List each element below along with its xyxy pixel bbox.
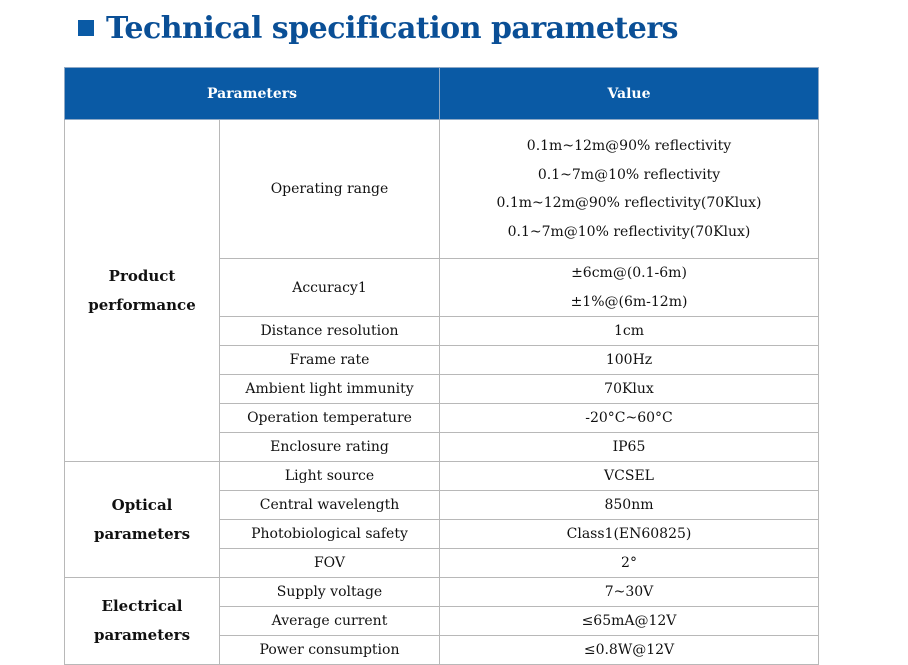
param-cell: Distance resolution [220,317,440,346]
param-cell: Power consumption [220,636,440,665]
param-cell: Operation temperature [220,404,440,433]
table-row [65,578,819,607]
value-line: 0.1~7m@10% reflectivity(70Klux) [507,223,751,240]
value-cell: 100Hz [440,346,819,375]
category-label: parameters [93,626,191,644]
category-label: Optical parameters [93,495,191,543]
value-line: 0.1~7m@10% reflectivity [537,166,721,183]
value-cell [440,120,819,259]
param-cell: FOV [220,549,440,578]
table-header-row [65,68,819,120]
value-cell: 70Klux [440,375,819,404]
value-cell: 1cm [440,317,819,346]
param-cell: Average current [220,607,440,636]
value-line: 0.1m~12m@90% reflectivity [526,138,732,154]
param-cell: Supply voltage [220,578,440,607]
value-line: ±1%@(6m-12m) [570,293,688,310]
value-cell: Class1(EN60825) [440,520,819,549]
param-cell: Operating range [220,120,440,259]
category-label: Product [108,266,176,285]
page-title-text: Technical specification parameters [106,10,679,46]
spec-table [64,67,819,665]
value-cell: -20°C~60°C [440,404,819,433]
table-row [65,120,819,259]
category-cell [65,462,220,578]
category-cell [65,120,220,462]
param-cell: Ambient light immunity [220,375,440,404]
value-cell: 7~30V [440,578,819,607]
value-line: ±6cm@(0.1-6m) [571,265,687,281]
value-cell: ≤65mA@12V [440,607,819,636]
header-value: Value [440,68,819,120]
value-cell [440,259,819,317]
value-cell: 2° [440,549,819,578]
param-cell: Frame rate [220,346,440,375]
value-cell: 850nm [440,491,819,520]
square-bullet-icon [78,20,94,36]
category-cell [65,578,220,665]
value-cell: ≤0.8W@12V [440,636,819,665]
page-title [78,8,678,48]
header-parameters: Parameters [65,68,440,120]
table-row [65,462,819,491]
category-label: Electrical [101,597,183,615]
param-cell: Enclosure rating [220,433,440,462]
value-line: 0.1m~12m@90% reflectivity(70Klux) [496,195,762,211]
param-cell: Accuracy1 [220,259,440,317]
category-label: performance [88,295,196,314]
value-cell: VCSEL [440,462,819,491]
param-cell: Photobiological safety [220,520,440,549]
param-cell: Central wavelength [220,491,440,520]
value-cell: IP65 [440,433,819,462]
param-cell: Light source [220,462,440,491]
